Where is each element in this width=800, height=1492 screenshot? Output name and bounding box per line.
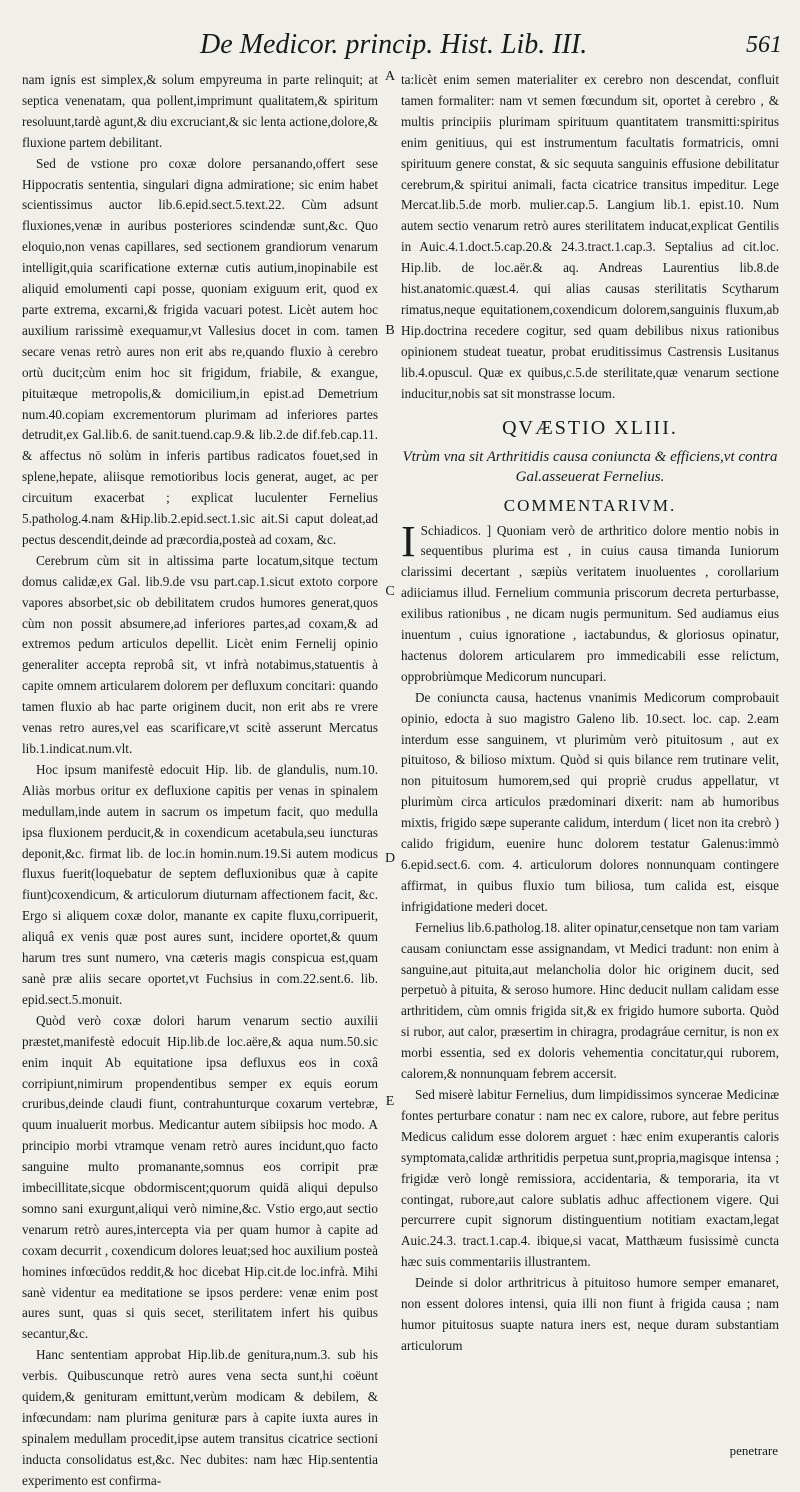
commentary-heading: COMMENTARIVM.: [503, 495, 677, 515]
paragraph: Fernelius lib.6.patholog.18. aliter opinatur,censetque non tam variam causam coniunctam esse assignandam, vt Medici tradunt: non enim à sanguine,aut pituita,aut melancholia dolor hic originem ducit, sed perpetuò à pituita, & seroso humore. Hinc deducit nullam calidam esse arthritidem, cùm omnis frigida sit,& ex frigido humore suborta. Quòd si rubor, aut calor, præsertim in chiragra, prodagráue cernitur, is non ex morbi essentia, sed ex doloris vehementia concitatur,qui ruborem, calorem,& nonnunquam febrem accersit.: [401, 919, 779, 1082]
margin-letter-b: B: [385, 323, 395, 338]
paragraph: De coniuncta causa, hactenus vnanimis Medicorum comprobauit opinio, edocta à suo magistro Galeno lib. 10.sect. loc. cap. 2.eam interdum esse sanguinem, vt plurimùm verò pituitosum , aut ex pituitoso, & bilioso mixtum. Quòd si quis bilance rem trutinare velit, non pituitosum humorem,sed qui propriè crudus appellatur, vt plurimùm circa articulos prædominari dixerit: nam ab humoribus mixtis, frigido sæpe superante calidum, interdum ( licet non ita crebrò ) calido frigidum, euenire hunc dolorem testatur Galenus:immò 6.epid.sect.6. com. 4. articulorum dolores nonnunquam contingere affirmat, in quibus fluxio tum biliosa, tum calida est, eisque infrigidatione mederi docet.: [401, 689, 779, 914]
page-number: 561: [746, 32, 782, 58]
paragraph: Hoc ipsum manifestè edocuit Hip. lib. de glandulis, num.10. Aliàs morbus oritur ex defluxione capitis per venas in spinalem medullam,inde autem in sacrum os impetum facit, quo medulla ipsa fluxionem perducit,& in coxendicum acetabula,seu iuncturas deponit,&c. firmat lib. de loc.in homin.num.19.Si autem modicus fluxus fuerit(loquebatur de septem defluxionibus quæ à capite fiunt)coxendicum, & articulorum diuturnam affectionem facit, &c. Ergo si aliquem coxæ dolor, manante ex capite fluxu,corripuerit, aliquâ ex venis quæ post aures sunt, incidere oportet,& quum harum tres sunt numero, vna cæteris magis conspicua est,quam sanè præ aliis secare oportet,vt Fuchsius in com.22.sent.6. lib. epid.sect.5.monuit.: [22, 761, 378, 1007]
paragraph: Deinde si dolor arthritricus à pituitoso humore semper emanaret, non essent dolores intensi, quia illi non fiunt à frigida causa ; nam humor pituitosus suapte natura iners est, neque duram substantiam articulorum: [401, 1275, 779, 1353]
commentary-first-paragraph: [401, 516, 779, 688]
margin-letter-a: A: [384, 69, 396, 84]
running-header-title: De Medicor. princip. Hist. Lib. III.: [200, 29, 588, 60]
paragraph-text: Schiadicos. ] Quoniam verò de arthritico dolore mentio nobis in sequentibus plurima est , in cuius causa timanda Iuniorum clarissimi decertant , sæpiùs veritatem inuoluentes , corollarium adiiciamus illud. Fernelium communia priscorum decreta perturbasse, exilibus rationibus , ne dicam nugis permunitum. Sed audiamus eius inuentum , cuius ignoratione , iactabundus, & gloriosus opinatur, hactenus dolorem articularem pro immedicabili esse relictum, opprobriùmque Medicorum nuncupari.: [401, 522, 779, 684]
catchword: penetrare: [729, 1443, 778, 1458]
paragraph: Sed de vstione pro coxæ dolore persanando,offert sese Hippocratis sententia, singulari digna admiratione; sic enim habet scientissimus auctor lib.6.epid.sect.5.text.22. Cùm adsunt fluxiones,venæ in auribus posteriores scindendæ sunt,&c. Quo eloquio,non venas capillares, sed sectionem grandiorum venarum intelligit,quia scarificatione externæ cutis autium,inopinabile est aliquid emolumenti capi posse, quoniam exiguum erit, quod ex parte extrema, excarni,& frigida vacuari potest. Licèt autem hoc auxilium rarissimè exequamur,vt Vallesius docet in com. tamen secare venas retrò aures non erit abs re,quando fluxio à cerebro ortù ducit;cùm enim hoc sit frigidum, friabile, & exangue, pituitæque metropolis,& domicilium,in epist.ad Demetrium num.40.copiam excrementorum plurimam ad inferiores partes detrudit,ex Gal.lib.6. de sanit.tuend.cap.9.& lib.2.de dif.feb.cap.11. & affectus nō solùm in inferis partibus radicatos fouet,sed in splene,hepate, aliisque remotioribus locis generat, auget, ac per circuitum exacerbat ; explicat luculenter Fernelius 5.patholog.4.nam &Hip.lib.2.epid.sect.1.sic ait.Si caput doleat,ad pectus descendit,deinde ad præcordia,posteà ad coxam, &c.: [22, 155, 378, 547]
paragraph: nam ignis est simplex,& solum empyreuma in parte relinquit; at septica venenatam, qua pollent,imprimunt qualitatem,& spiritum resoluunt,tardè agunt,& diu excruciant,& sic lenta actione,dolore,& fluxione partem debilitant.: [22, 72, 378, 150]
paragraph: Hanc sententiam approbat Hip.lib.de genitura,num.3. sub his verbis. Quibuscunque retrò aures vena secta sunt,hi coëunt quidem,& genituram emittunt,verùm modicam & debilem, & infœcundam: nam plurima genituræ pars à capite iuxta aures in spinalem medullam procedit,ipse autem transitus cicatrice sectioni inducta consolidatus est,&c. Nec dubites: nam hæc Hip.sententia experimento est confirma-: [22, 1347, 378, 1488]
margin-letter-c: C: [385, 584, 395, 599]
margin-letter-d: D: [384, 851, 396, 866]
right-text-column: [401, 70, 779, 1357]
left-text-column: [22, 70, 378, 1492]
drop-capital: I: [401, 516, 416, 566]
question-subtitle: Vtrùm vna sit Arthritidis causa coniuncta & efficiens,vt contra Gal.asseuerat Fernelius.: [402, 448, 778, 485]
paragraph: ta:licèt enim semen materialiter ex cerebro non descendat, confluit tamen formaliter: nam vt semen fœcundum sit, oportet à cerebro , & multis principiis plurimam spirituum quantitatem transmitti:spiritus enim genitiuus, qui est instrumentum facultatis formatricis, omni spirituum genere constat, & sic sequuta sanguinis effusione debilitatur cerebrum,& spiritui animali, facta cicatrice transitus impeditur. Lege Mercat.lib.5.de morb. mulier.cap.5. Langium lib.1. epist.10. Num autem sectio venarum retrò aures sterilitatem inducat,explicat Gentilis in Auic.4.1.doct.5.cap.20.& 24.3.tract.1.cap.3. Septalius ad cit.loc. Hip.lib. de loc.aër.& aq. Andreas Laurentius lib.8.de hist.anatomic.quæst.4. qui alias causas sterilitatis Scytharum rimatus,neque equitationem,coxendicum dolorem,sanguinis fluxum,ab Hip.doctrina recedere cogitur, sed quam debilibus nixus rationibus opinionem studeat tueatur, probat eruditissimus Castrensis Lusitanus lib.4.opuscul. Quæ ex quibus,c.5.de sterilitate,quæ venarum sectione inducitur,nobis sat sit monstrasse locum.: [401, 72, 779, 401]
question-heading: QVÆSTIO XLIII.: [502, 416, 678, 439]
margin-letter-e: E: [385, 1094, 395, 1109]
paragraph: Quòd verò coxæ dolori harum venarum sectio auxilii præstet,manifestè edocuit Hip.lib.de loc.aëre,& aqua num.50.sic enim inquit Ab equitatione ipsa defluxus eos in coxâ corripiunt,nimirum propendentibus semper ex equis eorum cruribus,deinde claudi fiunt, contrahunturque coxarum vertebræ, quum inualuerit morbus. Medicantur autem sibiipsis hoc modo. A principio morbi vtramque venam retrò aures incidunt,quo facto sanguine multo promanante,somnus eos corripit præ imbecillitate,sicque obdormiscent;quorum quidā aliqui depulso somno sani exurgunt,aliqui verò nimine,&c. Vstio ergo,aut sectio venarum retrò aures,intercepta via per quam humor à capite ad coxam decurrit , coxendicum dolores leuat;sed hoc auxilium posteà homines infœcūdos reddit,& hoc dicebat Hip.cit.de loc.infrà. Mihi sanè videntur ea meditatione se ipsos perdere: venæ enim post aures sunt, quas si quis secet, sterilitatem infert his quibus secantur,&c.: [22, 1012, 378, 1342]
paragraph: Cerebrum cùm sit in altissima parte locatum,sitque tectum domus calidæ,ex Gal. lib.9.de vsu part.cap.1.sicut extoto corpore vapores absorbet,sic ob debilitatem crudos humores generat,quos cùm non possit absumere,ad inferiores partes,ad coxam,& ad extremos pedum articulos depellit. Licèt enim Fernelij opinio generaliter accepta reprobâ sit, vt infrà notabimus,statuentis à capite omnem articularem dolorem per defluxum concitari: quando tamen fluxio ab hac parte originem ducit, non erit abs re vrere venas retro aures,vel eas scarificare,vt scitè asserunt Mercatus lib.1.indicat.num.vlt.: [22, 552, 378, 756]
paragraph: Sed miserè labitur Fernelius, dum limpidissimos syncerae Medicinæ fontes perturbare conatur : nam nec ex calore, rubore, aut febre peritus Medicus calidum esse dolorem arguet : hæc enim exuperantis caloris symptomata,calidæ arthritidis perpetua sunt,propria,magisque intensa ; frigidæ verò longè remissiora, accidentaria, & temporaria, ita vt contingat, rubore,aut calore sublatis adhuc affectionem vigere. Qui percurrere cupit signorum distinguentium notitiam exactam,legat Auic.24.3. tract.1.cap.4. ibique,si vacat, Matthæum fusissimè cuncta hæc suis commentariis illustrantem.: [401, 1086, 779, 1270]
